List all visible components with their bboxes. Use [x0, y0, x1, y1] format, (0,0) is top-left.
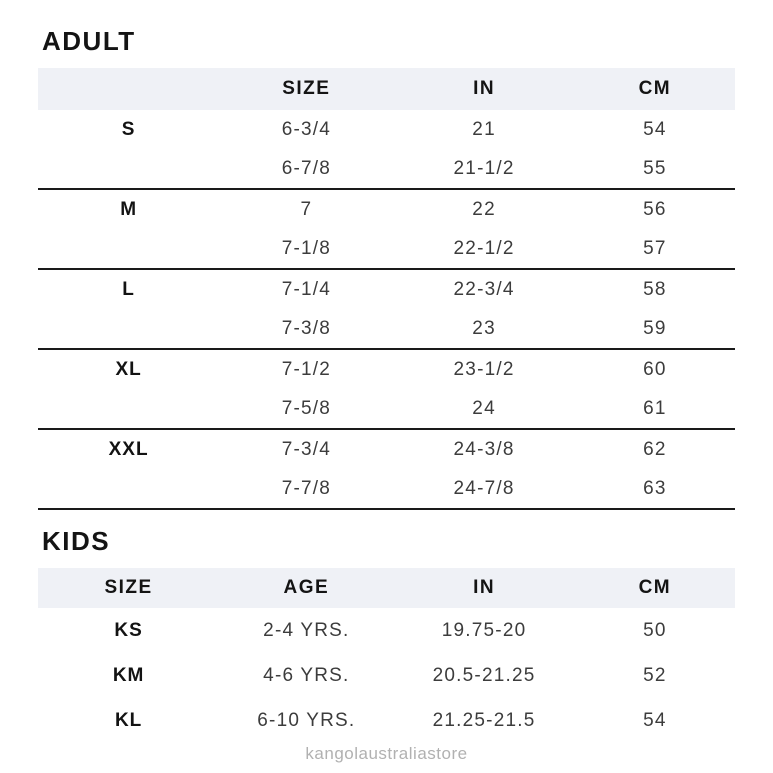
cm-cell: 59: [643, 317, 667, 339]
inches-cell: 20.5-21.25: [432, 664, 536, 686]
size-label-cell: KM: [112, 664, 145, 686]
inches-cell: 21.25-21.5: [432, 709, 536, 731]
hat-size-cell: 7-1/4: [281, 278, 331, 300]
adult-group-xl: [38, 349, 735, 429]
adult-group-l: [38, 269, 735, 349]
size-label-cell: S: [121, 118, 136, 140]
table-row: [38, 429, 735, 469]
adult-group-s: [38, 110, 735, 189]
table-row: [38, 269, 735, 309]
kids-section-title: KIDS: [42, 526, 111, 556]
header-row: [38, 68, 735, 110]
adult-col-header-cm: CM: [638, 78, 672, 99]
table-row: [38, 149, 735, 189]
kids-size-table: [38, 568, 735, 743]
inches-cell: 24-7/8: [453, 477, 515, 499]
kids-col-header-in: IN: [473, 577, 496, 598]
cm-cell: 50: [643, 619, 667, 641]
cm-cell: 61: [643, 397, 667, 419]
table-row: [38, 110, 735, 149]
adult-col-header-empty: [38, 68, 219, 110]
adult-group-m: [38, 189, 735, 269]
inches-cell: 24-3/8: [453, 438, 515, 460]
kids-table-header: [38, 568, 735, 608]
size-label-cell: L: [122, 278, 135, 300]
inches-cell: 22-3/4: [453, 278, 515, 300]
inches-cell: 23-1/2: [453, 358, 515, 380]
kids-col-header-size: SIZE: [104, 577, 153, 598]
age-cell: 6-10 YRS.: [257, 709, 356, 731]
kids-col-header-cm: CM: [638, 577, 672, 598]
adult-table-header: [38, 68, 735, 110]
size-label-cell: KS: [114, 619, 143, 641]
kids-table-body: [38, 608, 735, 743]
hat-size-cell: 7-3/8: [281, 317, 331, 339]
hat-size-cell: 7-1/2: [281, 358, 331, 380]
inches-cell: 24: [472, 397, 496, 419]
cm-cell: 54: [643, 118, 667, 140]
inches-cell: 22: [472, 198, 496, 220]
store-watermark: kangolaustraliastore: [305, 744, 468, 763]
table-row: [38, 469, 735, 509]
hat-size-cell: 7-1/8: [281, 237, 331, 259]
adult-col-header-size: SIZE: [282, 78, 331, 99]
size-label-cell: XXL: [108, 438, 149, 460]
cm-cell: 57: [643, 237, 667, 259]
size-label-cell: [38, 389, 219, 429]
adult-size-table: [38, 68, 735, 510]
table-row: [38, 608, 735, 653]
kids-section: [38, 526, 735, 743]
header-row: [38, 568, 735, 608]
hat-size-cell: 7-3/4: [281, 438, 331, 460]
age-cell: 2-4 YRS.: [263, 619, 350, 641]
size-label-cell: KL: [114, 709, 143, 731]
table-row: [38, 349, 735, 389]
cm-cell: 60: [643, 358, 667, 380]
table-row: [38, 229, 735, 269]
hat-size-cell: 7: [300, 198, 313, 220]
kids-col-header-age: AGE: [283, 577, 330, 598]
table-row: [38, 698, 735, 743]
cm-cell: 63: [643, 477, 667, 499]
inches-cell: 23: [472, 317, 496, 339]
inches-cell: 19.75-20: [441, 619, 527, 641]
hat-size-cell: 7-5/8: [281, 397, 331, 419]
size-label-cell: XL: [115, 358, 142, 380]
adult-group-xxl: [38, 429, 735, 509]
inches-cell: 21-1/2: [453, 157, 515, 179]
size-label-cell: [38, 309, 219, 349]
cm-cell: 58: [643, 278, 667, 300]
table-row: [38, 189, 735, 229]
size-label-cell: [38, 149, 219, 189]
hat-size-cell: 7-7/8: [281, 477, 331, 499]
table-row: [38, 389, 735, 429]
hat-size-cell: 6-3/4: [281, 118, 331, 140]
inches-cell: 22-1/2: [453, 237, 515, 259]
cm-cell: 54: [643, 709, 667, 731]
table-row: [38, 309, 735, 349]
size-label-cell: [38, 229, 219, 269]
inches-cell: 21: [472, 118, 496, 140]
size-label-cell: [38, 469, 219, 509]
hat-size-cell: 6-7/8: [281, 157, 331, 179]
age-cell: 4-6 YRS.: [263, 664, 350, 686]
size-label-cell: M: [120, 198, 138, 220]
cm-cell: 55: [643, 157, 667, 179]
table-row: [38, 653, 735, 698]
cm-cell: 52: [643, 664, 667, 686]
adult-col-header-in: IN: [473, 78, 496, 99]
adult-section-title: ADULT: [42, 26, 136, 56]
cm-cell: 56: [643, 198, 667, 220]
cm-cell: 62: [643, 438, 667, 460]
